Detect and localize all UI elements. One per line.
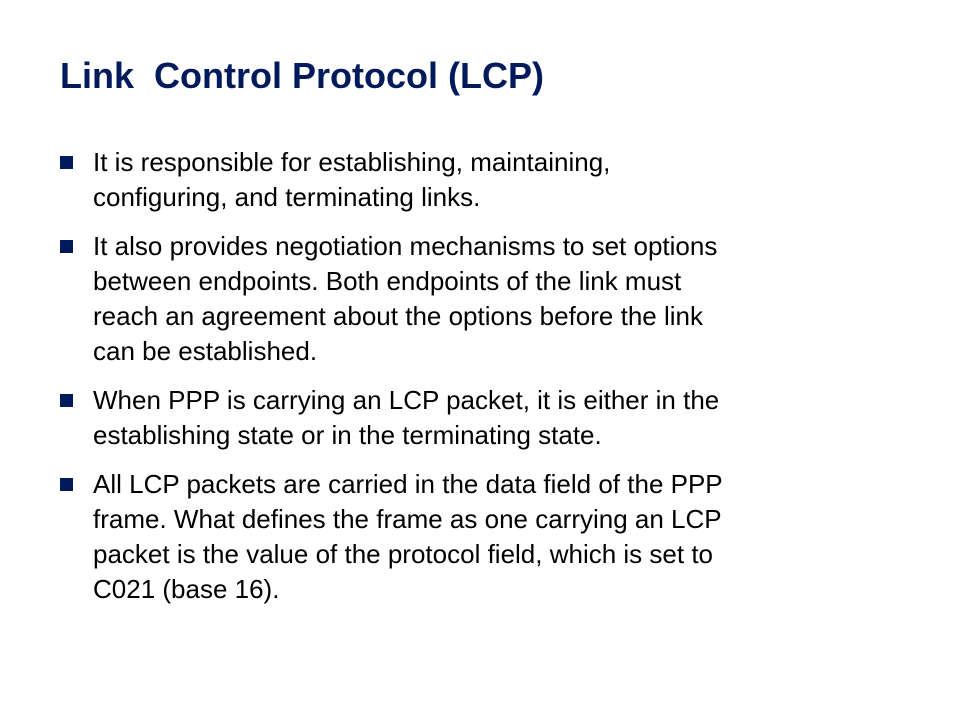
bullet-item xyxy=(60,467,900,607)
bullet-text: It also provides negotiation mechanisms to set options between endpoints. Both endpoints of the link must reach an agreement about the options before the link can be established. xyxy=(93,231,718,366)
square-bullet-icon xyxy=(60,156,73,169)
bullet-list xyxy=(60,145,900,621)
slide-title: Link Control Protocol (LCP) xyxy=(60,55,544,96)
bullet-text: When PPP is carrying an LCP packet, it is either in the establishing state or in the terminating state. xyxy=(93,385,720,450)
bullet-text: It is responsible for establishing, maintaining, configuring, and terminating links. xyxy=(93,147,611,212)
bullet-item xyxy=(60,383,900,453)
bullet-text: All LCP packets are carried in the data field of the PPP frame. What defines the frame as one carrying an LCP packet is the value of the protocol field, which is set to C021 (base 16). xyxy=(93,469,723,604)
bullet-item xyxy=(60,229,900,369)
square-bullet-icon xyxy=(60,240,73,253)
square-bullet-icon xyxy=(60,394,73,407)
bullet-item xyxy=(60,145,900,215)
square-bullet-icon xyxy=(60,478,73,491)
